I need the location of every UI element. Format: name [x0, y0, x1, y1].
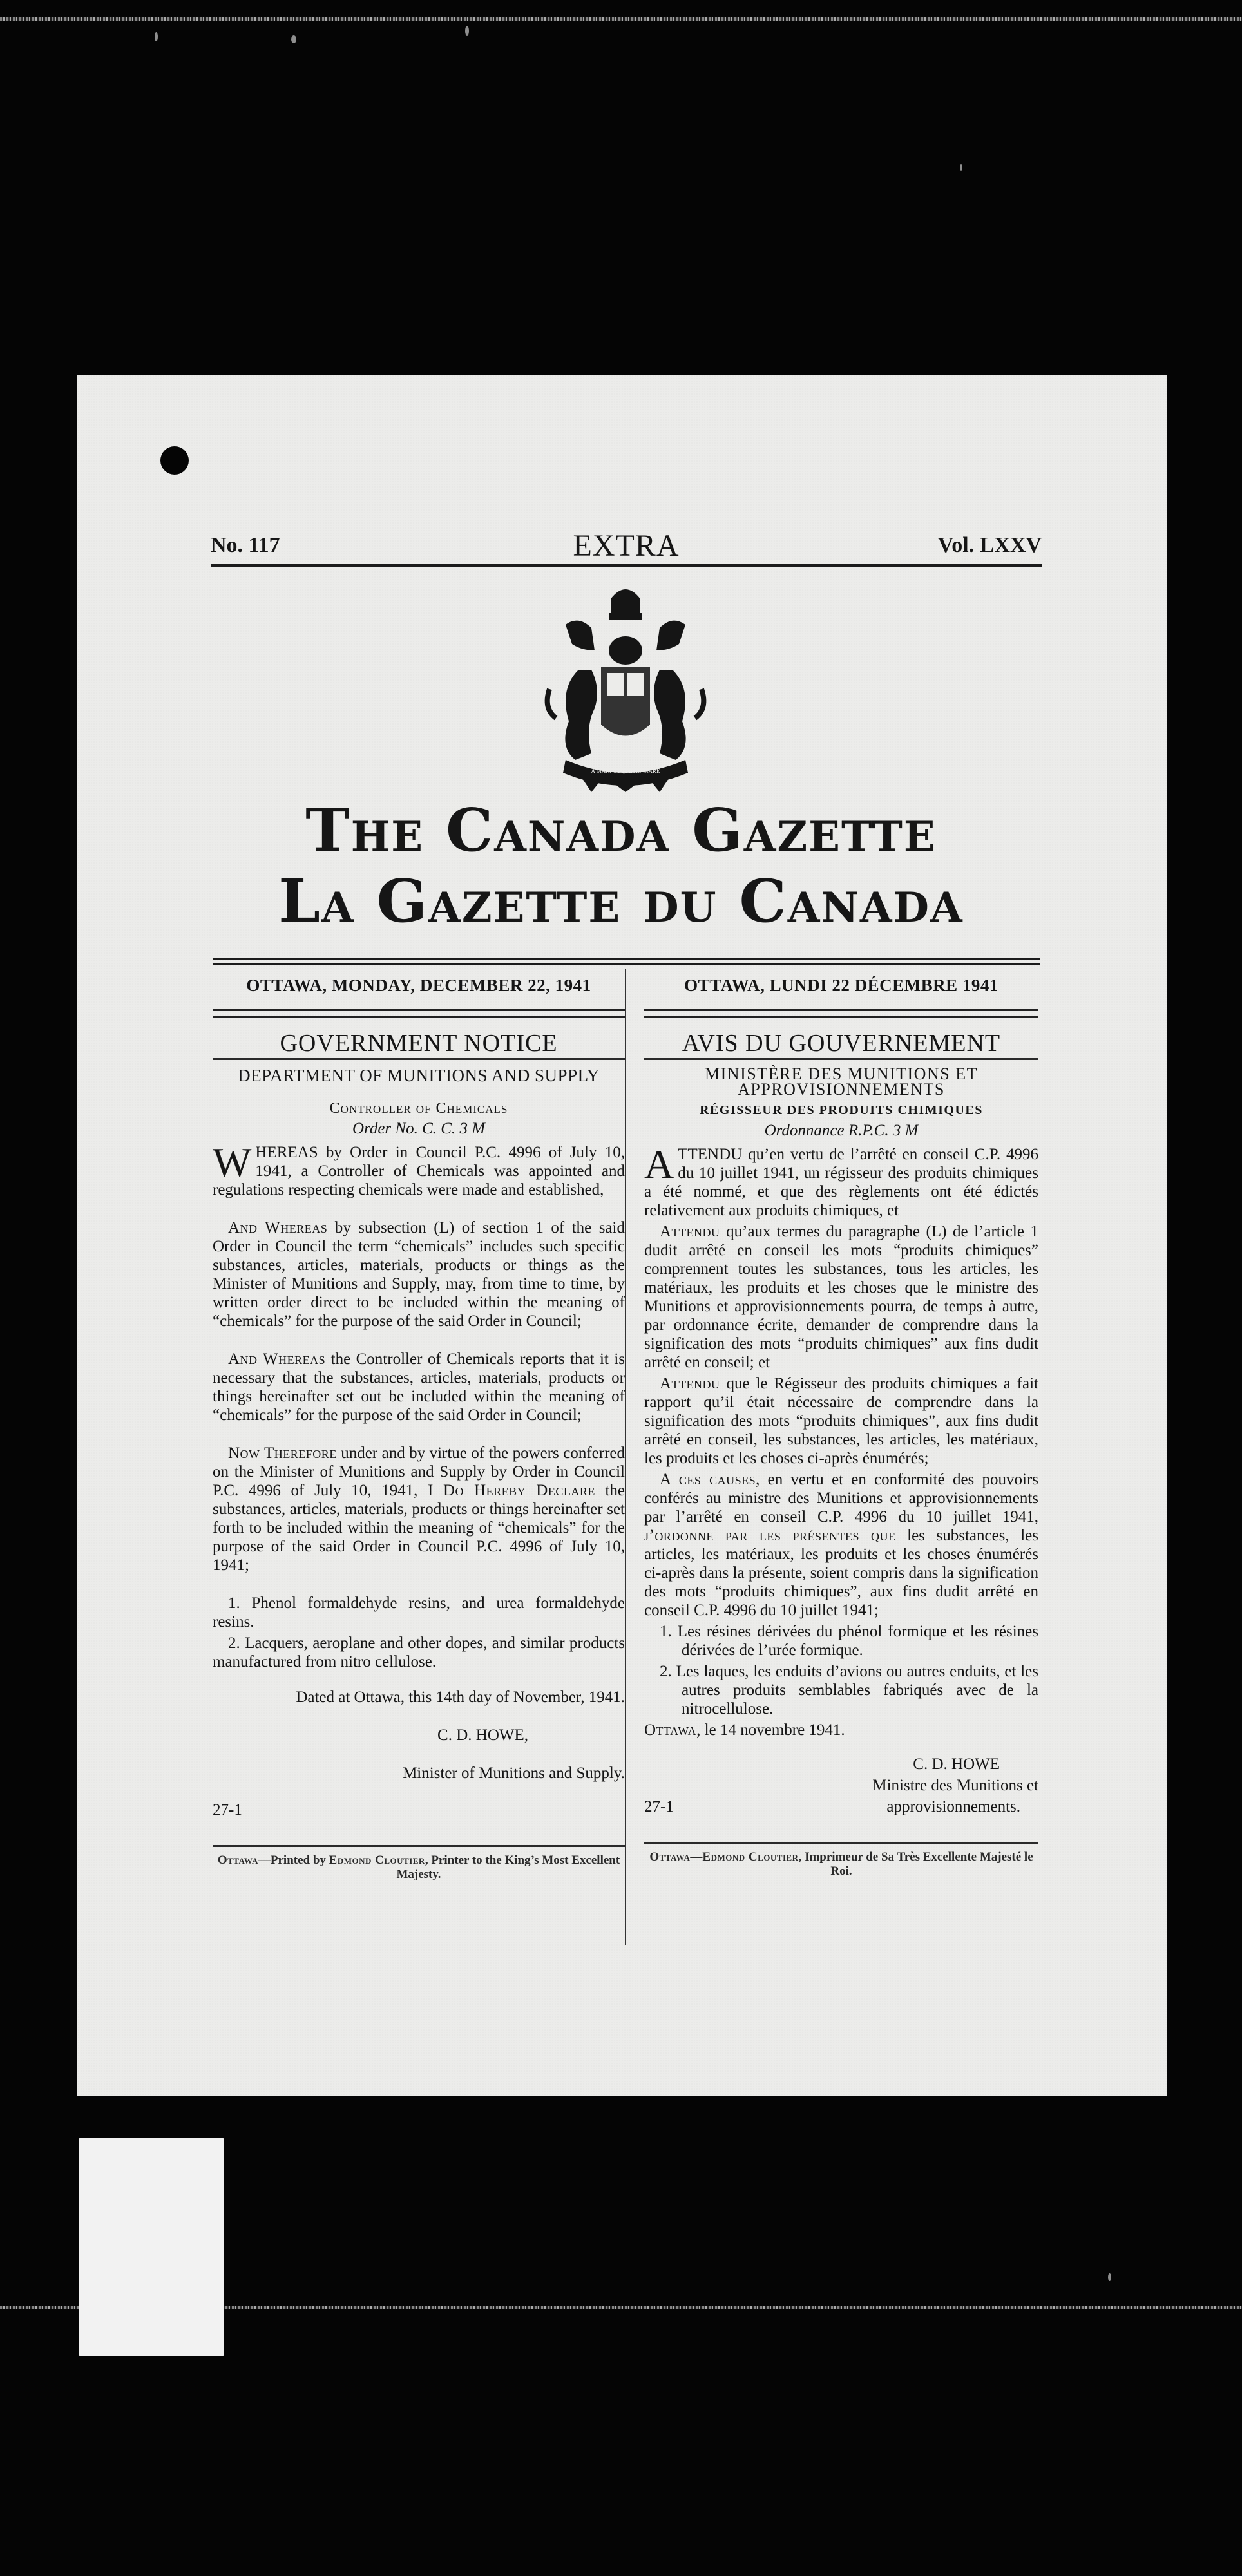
printer-city: Ottawa — [649, 1850, 691, 1864]
dated-line-english: Dated at Ottawa, this 14th day of November, 1941. — [296, 1689, 625, 1706]
lead-word: A ces causes — [660, 1471, 756, 1488]
paragraph-text: qu’aux termes du paragraphe (L) de l’article 1 dudit arrêté en conseil les mots “produits chimiques” comprennent toutes les substances, tous les articles, les matériaux, les produits et les choses que le ministre des Munitions et approvisionnements pourra, de temps à autre, par ordonnance écrite, demander de comprendre dans la signification des mots “produits chimiques” aux fins dudit arrêté en conseil; et — [644, 1223, 1038, 1371]
volume-number: Vol. LXXV — [937, 533, 1042, 557]
printer-text: — — [690, 1850, 703, 1864]
arms-motto: A MARI USQUE AD MARE — [591, 768, 660, 774]
punch-hole — [160, 446, 189, 475]
printer-text: , Printer to the King’s Most Excellent Majesty. — [396, 1853, 620, 1881]
title-rule-top — [213, 958, 1040, 960]
dated-text: , le 14 novembre 1941. — [696, 1721, 845, 1739]
declare-phrase: Do Hereby Declare — [443, 1482, 595, 1499]
paragraph-text: by subsection (L) of section 1 of the said Order in Council the term “chemicals” includes such specific substances, articles, materials, products or things as the Minister of Munitions and Supply, may, from time to time, by written order direct to be included within the meaning of “chemicals” for the purpose of the said Order in Council; — [213, 1219, 626, 1330]
paragraph-whereas-1 — [213, 1139, 625, 1199]
paragraph-text: les substances, les articles, les matériaux, les produits et les choses énumérés ci-après dans la présente, soient compris dans la signification des mots “produits chimiques”, aux fins dudit arrêté en conseil C.P. 4996 du 10 juillet 1941; — [644, 1527, 1039, 1619]
signatory-title-continued — [644, 1797, 1038, 1816]
lead-word: Attendu — [660, 1375, 720, 1392]
title-rule-bottom — [213, 963, 1040, 965]
signatory-title: Minister of Munitions and Supply. — [403, 1765, 625, 1782]
list-item: 2. Les laques, les enduits d’avions ou autres enduits, et les autres produits semblables fabriqués avec de la nitrocellulose. — [660, 1663, 1038, 1718]
column-divider — [625, 969, 626, 1945]
scan-speck — [1108, 2273, 1111, 2281]
paragraph-whereas-3 — [213, 1350, 625, 1425]
edition-label: EXTRA — [573, 529, 680, 563]
signatory-title-line2: approvisionnements. — [886, 1798, 1020, 1815]
paragraph-text: by Order in Council P.C. 4996 of July 10, 1941, a Controller of Chemicals was appointed and regulations respecting chemicals were made and established, — [213, 1144, 625, 1198]
lead-word: And Whereas — [228, 1219, 328, 1236]
dated-line-french — [644, 1721, 1038, 1739]
drop-cap: A — [644, 1141, 674, 1187]
paragraph-attendu-1 — [644, 1141, 1038, 1220]
lead-word: And Whereas — [228, 1350, 326, 1368]
notice-rule — [213, 1058, 625, 1060]
date-line-english: OTTAWA, MONDAY, DECEMBER 22, 1941 — [246, 976, 591, 995]
scan-speck — [465, 26, 469, 36]
film-edge-top — [0, 17, 1242, 21]
list-item: 1. Les résines dérivées du phénol formique et les résines dérivées de l’urée formique. — [660, 1623, 1038, 1659]
notice-title-english: GOVERNMENT NOTICE — [280, 1030, 558, 1057]
footer-rule — [644, 1842, 1038, 1844]
subhead-french: RÉGISSEUR DES PRODUITS CHIMIQUES — [700, 1103, 983, 1117]
printer-name: Edmond Cloutier — [329, 1853, 425, 1867]
target-card — [79, 2138, 224, 2356]
paragraph-text: the Controller of Chemicals reports that it is necessary that the substances, articles, materials, products or things hereinafter set out be included within the meaning of “chemicals” for the purpose of the said Order in Council; — [213, 1350, 625, 1424]
date-rule — [644, 1009, 1038, 1018]
paragraph-text: under and by virtue of the powers conferred on the Minister of Munitions and Supply by Order in Council P.C. 4996 of July 10, 1941, I — [213, 1444, 625, 1499]
notice-title-french: AVIS DU GOUVERNEMENT — [682, 1030, 1001, 1057]
english-column — [213, 966, 625, 1882]
masthead-rule — [211, 564, 1042, 567]
signatory-name: C. D. HOWE — [913, 1756, 1000, 1773]
lead-word: Attendu — [660, 1223, 720, 1240]
masthead — [211, 528, 1042, 567]
printer-city: Ottawa — [217, 1853, 258, 1867]
order-number-french: Ordonnance R.P.C. 3 M — [764, 1122, 919, 1139]
signatory-title: Ministre des Munitions et — [872, 1777, 1038, 1794]
department-french: MINISTÈRE DES MUNITIONS ET APPROVISIONNEMENTS — [705, 1065, 978, 1099]
paragraph-attendu-3 — [644, 1374, 1038, 1468]
ordonne-phrase: j’ordonne par les présentes que — [644, 1527, 896, 1544]
paragraph-a-ces-causes — [644, 1470, 1038, 1620]
footer-rule — [213, 1845, 625, 1847]
title-english: The Canada Gazette — [305, 795, 937, 865]
printer-imprint-english — [213, 1853, 625, 1882]
paragraph-text: the substances, articles, materials, products or things hereinafter set forth to be included within the meaning of “chemicals” for the purpose of the said Order in Council P.C. 4996 of July 10, 1941; — [213, 1482, 625, 1574]
scan-speck — [155, 32, 158, 41]
signatory-name: C. D. HOWE, — [437, 1727, 528, 1744]
paragraph-text: , en vertu et en conformité des pouvoirs conférés au ministre des Munitions et approvisionnements par l’arrêté en conseil C.P. 4996 du 10 juillet 1941, — [644, 1471, 1038, 1526]
lead-word: Now Therefore — [228, 1444, 337, 1462]
printer-imprint-french — [644, 1850, 1038, 1879]
scan-speck — [960, 164, 962, 171]
lead-word: HEREAS — [255, 1144, 318, 1161]
subhead-english: Controller of Chemicals — [329, 1100, 508, 1117]
department-english: DEPARTMENT OF MUNITIONS AND SUPPLY — [238, 1066, 600, 1085]
printer-name: Edmond Cloutier — [702, 1850, 799, 1864]
date-line-french: OTTAWA, LUNDI 22 DÉCEMBRE 1941 — [684, 976, 998, 995]
paragraph-text: que le Régisseur des produits chimiques a fait rapport qu’il était nécessaire de comprendre dans la signification des mots “produits chimiques”, aux fins dudit arrêté en conseil, les substances, les articles, les matériaux, les produits et les choses ci-après énumérés; — [644, 1375, 1038, 1467]
drop-cap: W — [213, 1139, 252, 1185]
coat-of-arms-icon — [540, 580, 711, 792]
reference-number: 27-1 — [644, 1798, 674, 1815]
french-column — [644, 966, 1038, 1879]
paragraph-therefore — [213, 1444, 625, 1575]
lead-word: TTENDU — [678, 1146, 743, 1163]
paragraph-attendu-2 — [644, 1222, 1038, 1372]
dated-city: Ottawa — [644, 1721, 697, 1739]
list-item: 2. Lacquers, aeroplane and other dopes, and similar products manufactured from nitro cellulose. — [213, 1634, 625, 1671]
printer-text: —Printed by — [258, 1853, 329, 1867]
notice-rule — [644, 1058, 1038, 1060]
paragraph-whereas-2 — [213, 1218, 625, 1331]
paragraph-text: qu’en vertu de l’arrêté en conseil C.P. 4996 du 10 juillet 1941, un régisseur des produits chimiques a été nommé, et que des règlements ont été édictés relativement aux produits chimiques, et — [644, 1146, 1038, 1219]
order-number-english: Order No. C. C. 3 M — [352, 1120, 486, 1137]
scan-speck — [291, 35, 296, 43]
reference-number: 27-1 — [213, 1801, 242, 1819]
title-french: La Gazette du Canada — [278, 866, 964, 936]
list-item: 1. Phenol formaldehyde resins, and urea formaldehyde resins. — [213, 1595, 625, 1631]
date-rule — [213, 1009, 625, 1018]
printer-text: , Imprimeur de Sa Très Excellente Majesté le Roi. — [798, 1850, 1033, 1878]
issue-number: No. 117 — [211, 533, 280, 557]
